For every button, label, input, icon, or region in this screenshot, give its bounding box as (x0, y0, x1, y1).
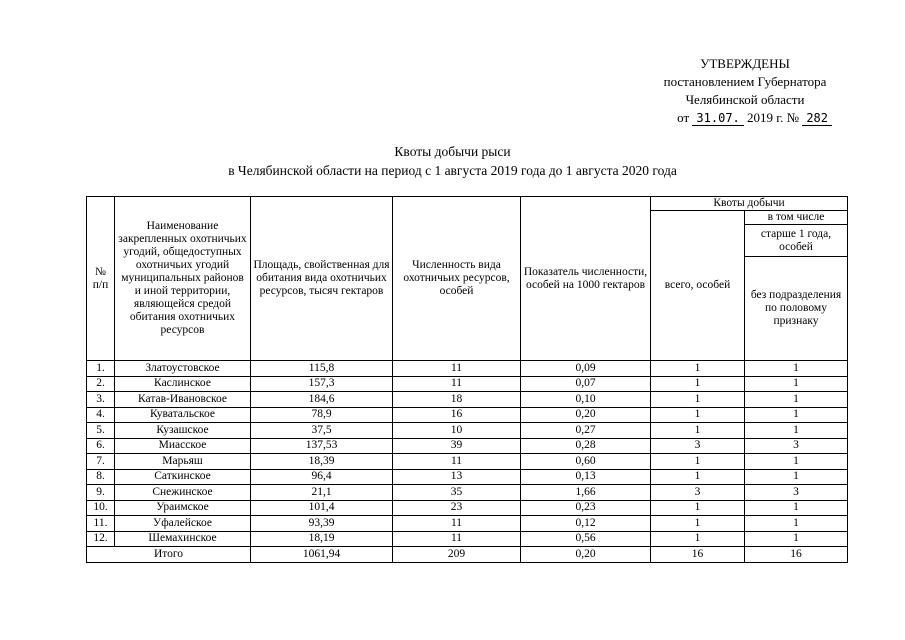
cell-index: 0,27 (521, 423, 651, 439)
cell-num: 8. (87, 469, 115, 485)
cell-name: Ураимское (115, 500, 251, 516)
cell-total: 1 (651, 531, 745, 547)
cell-area: 157,3 (251, 376, 393, 392)
approval-date: 31.07. (692, 111, 743, 126)
document-title: Квоты добычи рыси (394, 144, 511, 159)
approval-heading: УТВЕРЖДЕНЫ (700, 56, 790, 71)
cell-count: 11 (393, 454, 521, 470)
table-row (87, 423, 848, 439)
header-index: Показатель численности, особей на 1000 гектаров (521, 197, 651, 361)
total-nosex: 16 (745, 547, 848, 563)
total-index: 0,20 (521, 547, 651, 563)
cell-num: 4. (87, 407, 115, 423)
cell-nosex: 1 (745, 361, 848, 377)
cell-nosex: 1 (745, 454, 848, 470)
cell-num: 3. (87, 392, 115, 408)
cell-name: Миасское (115, 438, 251, 454)
cell-num: 12. (87, 531, 115, 547)
total-count: 209 (393, 547, 521, 563)
cell-nosex: 1 (745, 469, 848, 485)
cell-area: 18,19 (251, 531, 393, 547)
cell-nosex: 1 (745, 500, 848, 516)
cell-count: 10 (393, 423, 521, 439)
cell-area: 21,1 (251, 485, 393, 501)
cell-count: 39 (393, 438, 521, 454)
cell-nosex: 1 (745, 376, 848, 392)
cell-total: 1 (651, 454, 745, 470)
cell-name: Шемахинское (115, 531, 251, 547)
cell-num: 6. (87, 438, 115, 454)
cell-count: 23 (393, 500, 521, 516)
table-row (87, 500, 848, 516)
cell-nosex: 3 (745, 438, 848, 454)
cell-name: Каслинское (115, 376, 251, 392)
cell-count: 16 (393, 407, 521, 423)
table-row (87, 454, 848, 470)
cell-count: 13 (393, 469, 521, 485)
total-total-label: Итого (87, 547, 251, 563)
table-row (87, 392, 848, 408)
cell-area: 93,39 (251, 516, 393, 532)
cell-area: 37,5 (251, 423, 393, 439)
cell-index: 1,66 (521, 485, 651, 501)
header-count: Численность вида охотничьих ресурсов, особей (393, 197, 521, 361)
cell-area: 115,8 (251, 361, 393, 377)
cell-num: 2. (87, 376, 115, 392)
table-row (87, 438, 848, 454)
approval-number: 282 (802, 111, 832, 126)
cell-total: 1 (651, 376, 745, 392)
cell-index: 0,13 (521, 469, 651, 485)
cell-name: Катав-Ивановское (115, 392, 251, 408)
cell-index: 0,23 (521, 500, 651, 516)
cell-area: 18,39 (251, 454, 393, 470)
cell-index: 0,07 (521, 376, 651, 392)
cell-index: 0,10 (521, 392, 651, 408)
header-total: всего, особей (651, 211, 745, 361)
cell-total: 1 (651, 423, 745, 439)
cell-total: 1 (651, 361, 745, 377)
cell-area: 78,9 (251, 407, 393, 423)
cell-name: Марьяш (115, 454, 251, 470)
cell-count: 11 (393, 376, 521, 392)
quota-table (86, 196, 848, 563)
table-row (87, 407, 848, 423)
cell-index: 0,28 (521, 438, 651, 454)
approval-from: от (677, 110, 690, 125)
header-area: Площадь, свойственная для обитания вида охотничьих ресурсов, тысяч гектаров (251, 197, 393, 361)
cell-total: 1 (651, 392, 745, 408)
cell-index: 0,56 (521, 531, 651, 547)
table-body (87, 361, 848, 563)
cell-name: Уфалейское (115, 516, 251, 532)
table-row (87, 469, 848, 485)
cell-index: 0,12 (521, 516, 651, 532)
cell-area: 96,4 (251, 469, 393, 485)
header-older: старше 1 года, особей (745, 225, 848, 257)
cell-num: 5. (87, 423, 115, 439)
approval-year: 2019 г. № (747, 110, 800, 125)
header-incl: в том числе (745, 211, 848, 225)
document-subtitle: в Челябинской области на период с 1 августа 2019 года до 1 августа 2020 года (228, 163, 677, 178)
cell-total: 1 (651, 407, 745, 423)
cell-nosex: 1 (745, 392, 848, 408)
cell-total: 3 (651, 485, 745, 501)
table-row (87, 376, 848, 392)
approval-decree: постановлением Губернатора (663, 74, 827, 89)
cell-num: 1. (87, 361, 115, 377)
header-nosex: без подразделения по половому признаку (745, 257, 848, 361)
cell-nosex: 1 (745, 407, 848, 423)
table-row (87, 485, 848, 501)
cell-name: Кузашское (115, 423, 251, 439)
total-total: 16 (651, 547, 745, 563)
cell-name: Саткинское (115, 469, 251, 485)
cell-num: 7. (87, 454, 115, 470)
cell-area: 101,4 (251, 500, 393, 516)
cell-total: 1 (651, 469, 745, 485)
cell-name: Златоустовское (115, 361, 251, 377)
cell-area: 184,6 (251, 392, 393, 408)
table-row (87, 516, 848, 532)
cell-nosex: 1 (745, 516, 848, 532)
cell-count: 18 (393, 392, 521, 408)
cell-num: 10. (87, 500, 115, 516)
cell-name: Снежинское (115, 485, 251, 501)
cell-index: 0,09 (521, 361, 651, 377)
cell-num: 9. (87, 485, 115, 501)
cell-nosex: 1 (745, 531, 848, 547)
cell-nosex: 1 (745, 423, 848, 439)
cell-name: Куватальское (115, 407, 251, 423)
cell-count: 11 (393, 531, 521, 547)
approval-block (600, 55, 890, 127)
cell-count: 35 (393, 485, 521, 501)
cell-total: 3 (651, 438, 745, 454)
table-row (87, 531, 848, 547)
header-num: № п/п (87, 197, 115, 361)
header-name: Наименование закрепленных охотничьих угодий, общедоступных охотничьих угодий муниципальных районов и иной территории, являющейся средой обитания охотничьих ресурсов (115, 197, 251, 361)
cell-num: 11. (87, 516, 115, 532)
approval-region: Челябинской области (685, 92, 805, 107)
cell-total: 1 (651, 500, 745, 516)
cell-area: 137,53 (251, 438, 393, 454)
approval-date-line (600, 109, 890, 127)
cell-index: 0,60 (521, 454, 651, 470)
table-total-row (87, 547, 848, 563)
cell-total: 1 (651, 516, 745, 532)
cell-count: 11 (393, 516, 521, 532)
table-row (87, 361, 848, 377)
cell-nosex: 3 (745, 485, 848, 501)
header-quota: Квоты добычи (651, 197, 848, 211)
total-area: 1061,94 (251, 547, 393, 563)
cell-count: 11 (393, 361, 521, 377)
cell-index: 0,20 (521, 407, 651, 423)
